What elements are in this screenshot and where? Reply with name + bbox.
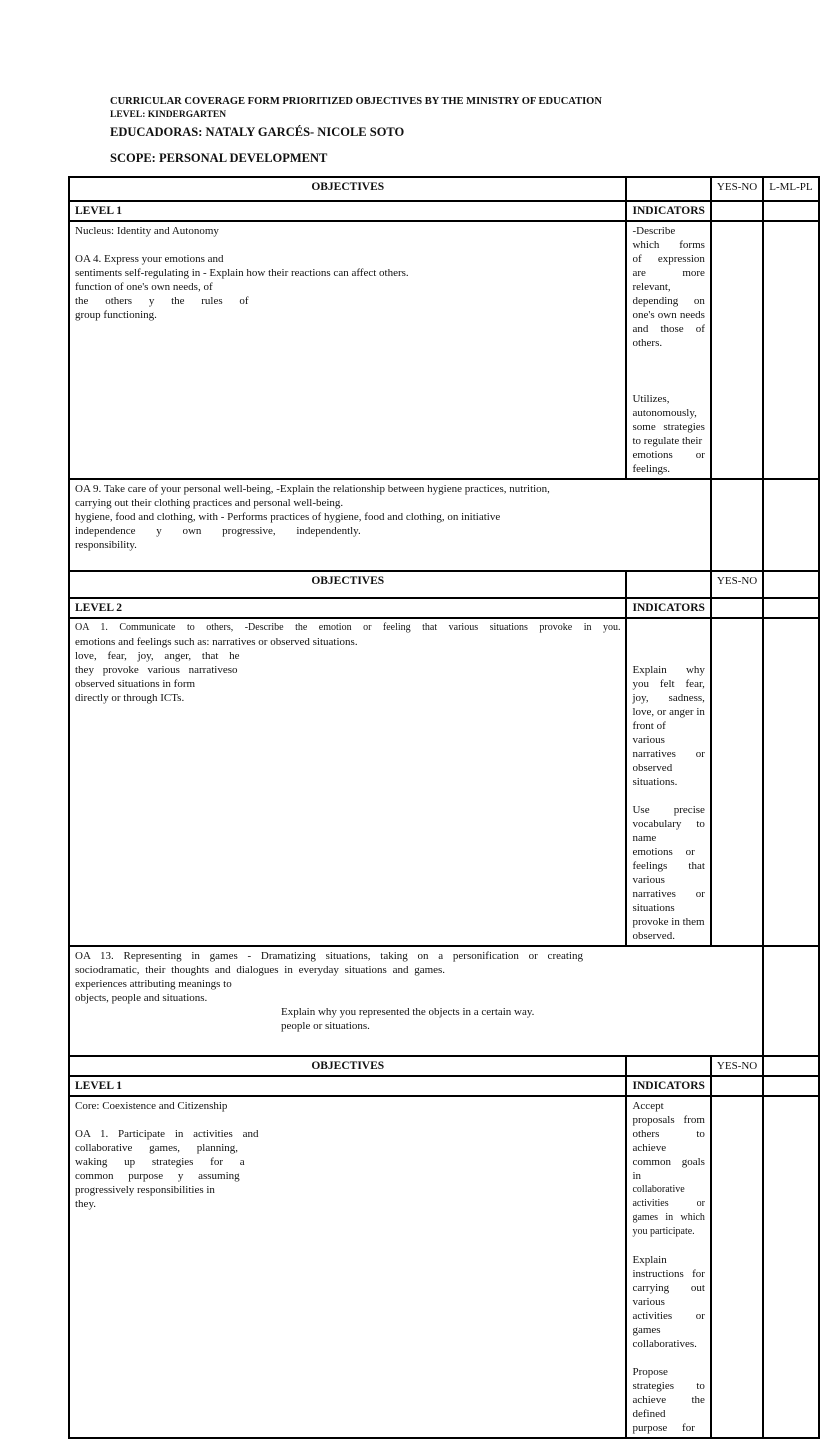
objective-row <box>69 221 819 479</box>
scope-line: SCOPE: PERSONAL DEVELOPMENT <box>110 151 328 165</box>
indicator-line: Utilizes, autonomously, some strategies to regulate their <box>632 393 705 447</box>
oa1-line: directly or through ICTs. <box>75 692 185 704</box>
indicator-line: Explain why you felt fear, joy, sadness, love, or anger in front of <box>632 664 705 732</box>
oa1-line: OA 1. Participate in activities and <box>75 1128 259 1140</box>
indicator-line: Accept proposals from others to achieve common goals in <box>632 1100 705 1182</box>
oa13-line: sociodramatic, their thoughts and dialogues in everyday situations and games. <box>75 964 446 976</box>
oa1-line: emotions and feelings such as: narratives or observed situations. <box>75 636 358 648</box>
objectives-header: OBJECTIVES <box>69 571 626 598</box>
indicator-line: depending on one's own needs and those of others. <box>632 295 705 349</box>
level-label: LEVEL 2 <box>69 598 626 618</box>
status-cell <box>711 201 763 221</box>
status-cell <box>763 221 818 479</box>
yes-no-label: YES-NO <box>716 181 758 193</box>
yes-no-header <box>711 177 763 201</box>
indicator-line: observed. <box>632 930 675 942</box>
indicator-line: Explain instructions for carrying out various activities or games <box>632 1254 705 1336</box>
oa4-line: the others y the rules of <box>75 295 249 307</box>
status-cell <box>711 221 763 479</box>
objective-cell <box>69 479 711 571</box>
yes-no-label: YES-NO <box>716 1060 758 1072</box>
indicator-line: collaboratives. <box>632 1338 697 1350</box>
objectives-header: OBJECTIVES <box>69 1056 626 1076</box>
table-header-row <box>69 177 819 201</box>
table-header-row <box>69 571 819 598</box>
indicators-label: INDICATORS <box>626 598 710 618</box>
status-cell <box>711 479 763 571</box>
document-title: CURRICULAR COVERAGE FORM PRIORITIZED OBJECTIVES BY THE MINISTRY OF EDUCATION <box>110 96 602 107</box>
indicators-cell <box>626 618 710 946</box>
oa1-line: progressively responsibilities in <box>75 1184 215 1196</box>
indicator-line: feelings that various narratives or situations provoke in them <box>632 860 705 928</box>
nucleus-text: Nucleus: Identity and Autonomy <box>75 225 219 237</box>
core-text: Core: Coexistence and Citizenship <box>75 1100 228 1112</box>
level-label: LEVEL 1 <box>69 1076 626 1096</box>
indicators-label: INDICATORS <box>626 1076 710 1096</box>
indicator-line: emotions or feelings. <box>632 449 705 475</box>
yes-no-label: YES-NO <box>716 575 758 587</box>
yes-no-header <box>711 1056 763 1076</box>
status-cell <box>711 598 763 618</box>
status-cell <box>763 598 818 618</box>
indicators-cell <box>626 221 710 479</box>
objectives-header: OBJECTIVES <box>69 177 626 201</box>
indicator-line: various narratives or observed situations. <box>632 734 705 788</box>
level-row <box>69 1076 819 1096</box>
status-cell <box>763 946 818 1056</box>
oa9-line: independence y own progressive, independently. <box>75 525 361 537</box>
indicator-line: Explain why you represented the objects in a certain way. <box>281 1006 535 1018</box>
oa9-line: OA 9. Take care of your personal well-being, -Explain the relationship between hygiene practices, nutrition, <box>75 483 550 495</box>
coverage-table <box>68 176 820 1439</box>
objective-cell <box>69 618 626 946</box>
oa4-line: OA 4. Express your emotions and <box>75 253 224 265</box>
oa13-line: experiences attributing meanings to <box>75 978 232 990</box>
status-cell <box>763 201 818 221</box>
oa1-line: observed situations in form <box>75 678 196 690</box>
indicators-cell <box>626 1096 710 1438</box>
objective-row <box>69 479 819 571</box>
blank-header-cell <box>763 1056 818 1076</box>
oa1-line: they. <box>75 1198 96 1210</box>
objective-row <box>69 1096 819 1438</box>
oa1-line: they provoke various narrativeso <box>75 664 238 676</box>
objective-cell <box>69 946 763 1056</box>
oa13-line: objects, people and situations. <box>75 992 208 1004</box>
level-row <box>69 201 819 221</box>
status-cell <box>763 1076 818 1096</box>
oa9-line: responsibility. <box>75 539 137 551</box>
oa1-line: love, fear, joy, anger, that he <box>75 650 240 662</box>
indicators-label: INDICATORS <box>626 201 710 221</box>
oa1-line: collaborative games, planning, <box>75 1142 239 1154</box>
indicator-line: Use precise vocabulary to name emotions or <box>632 804 705 858</box>
level-label: LEVEL 1 <box>69 201 626 221</box>
indicator-line: -Describe which forms of expression are more relevant, <box>632 225 705 293</box>
status-cell <box>711 1076 763 1096</box>
scale-header <box>763 177 818 201</box>
table-header-row <box>69 1056 819 1076</box>
level-line: LEVEL: KINDERGARTEN <box>110 110 227 120</box>
status-cell <box>763 618 818 946</box>
objective-row <box>69 618 819 946</box>
status-cell <box>711 618 763 946</box>
blank-header-cell <box>626 571 710 598</box>
oa9-line: hygiene, food and clothing, with - Performs practices of hygiene, food and clothing, on initiative <box>75 511 501 523</box>
objective-cell <box>69 221 626 479</box>
scale-label: L-ML-PL <box>769 181 813 193</box>
status-cell <box>763 479 818 571</box>
indicator-line: people or situations. <box>281 1020 370 1032</box>
objective-row <box>69 946 819 1056</box>
blank-header-cell <box>626 1056 710 1076</box>
objective-cell <box>69 1096 626 1438</box>
oa13-line: OA 13. Representing in games - Dramatizing situations, taking on a personification or creating <box>75 950 583 962</box>
oa1-line: OA 1. Communicate to others, -Describe the emotion or feeling that various situations provoke in you. <box>75 622 621 633</box>
blank-header-cell <box>763 571 818 598</box>
level-row <box>69 598 819 618</box>
status-cell <box>763 1096 818 1438</box>
yes-no-header <box>711 571 763 598</box>
educators-line: EDUCADORAS: NATALY GARCÉS- NICOLE SOTO <box>110 125 405 139</box>
oa1-line: waking up strategies for a <box>75 1156 245 1168</box>
indicator-line: collaborative activities or games in which you participate. <box>632 1184 705 1237</box>
blank-header-cell <box>626 177 710 201</box>
oa4-line: sentiments self-regulating in - Explain how their reactions can affect others. <box>75 267 409 279</box>
status-cell <box>711 1096 763 1438</box>
oa9-line: carrying out their clothing practices and personal well-being. <box>75 497 344 509</box>
oa4-line: group functioning. <box>75 309 157 321</box>
oa1-line: common purpose y assuming <box>75 1170 240 1182</box>
oa4-line: function of one's own needs, of <box>75 281 213 293</box>
indicator-line: Propose strategies to achieve the defined purpose for <box>632 1366 705 1434</box>
